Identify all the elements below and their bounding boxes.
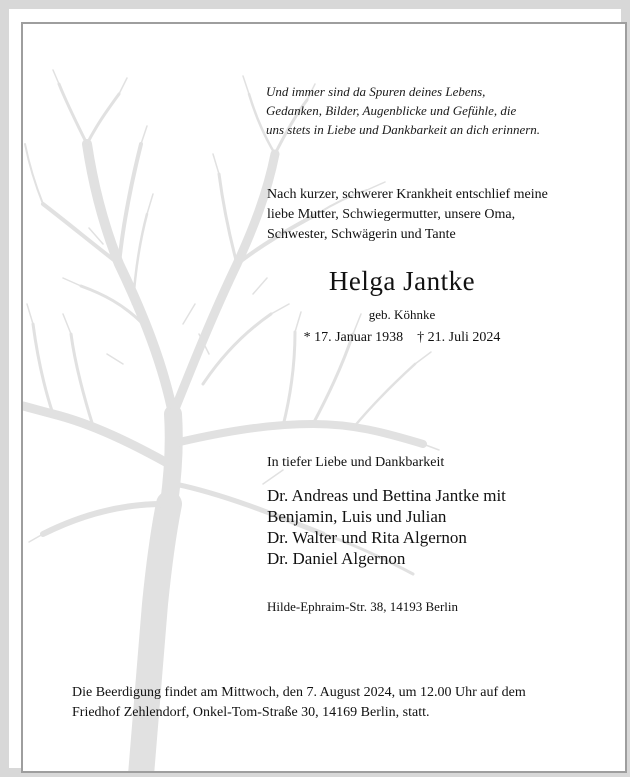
- mourner-line: Benjamin, Luis und Julian: [267, 507, 447, 526]
- obituary-card: [21, 22, 627, 773]
- verse-line: uns stets in Liebe und Dankbarkeit an dich erinnern.: [266, 122, 541, 137]
- deceased-name: Helga Jantke: [328, 266, 476, 296]
- address: Hilde-Ephraim-Str. 38, 14193 Berlin: [267, 599, 459, 614]
- verse-line: Gedanken, Bilder, Augenblicke und Gefühle, die: [266, 103, 517, 118]
- life-dates: [267, 328, 537, 348]
- funeral-notice: [72, 683, 526, 723]
- intro-text: [267, 185, 548, 245]
- mourner-line: Dr. Daniel Algernon: [267, 549, 406, 568]
- funeral-line: Friedhof Zehlendorf, Onkel-Tom-Straße 30, 14169 Berlin, statt.: [72, 705, 430, 720]
- mourner-line: Dr. Walter und Rita Algernon: [267, 528, 467, 547]
- verse: [266, 82, 540, 139]
- mourners-list: [267, 485, 506, 569]
- intro-line: Schwester, Schwägerin und Tante: [267, 227, 456, 242]
- closing-line: In tiefer Liebe und Dankbarkeit: [267, 455, 445, 470]
- birth-name: geb. Köhnke: [368, 307, 436, 322]
- mourner-line: Dr. Andreas und Bettina Jantke mit: [267, 486, 506, 505]
- tree-silhouette-icon: [23, 64, 443, 773]
- verse-line: Und immer sind da Spuren deines Lebens,: [266, 84, 486, 99]
- intro-line: Nach kurzer, schwerer Krankheit entschlief meine: [267, 187, 548, 202]
- intro-line: liebe Mutter, Schwiegermutter, unsere Oma,: [267, 207, 516, 222]
- death-date: † 21. Juli 2024: [417, 330, 501, 345]
- funeral-line: Die Beerdigung findet am Mittwoch, den 7. August 2024, um 12.00 Uhr auf dem: [72, 685, 526, 700]
- birth-date: * 17. Januar 1938: [303, 330, 404, 345]
